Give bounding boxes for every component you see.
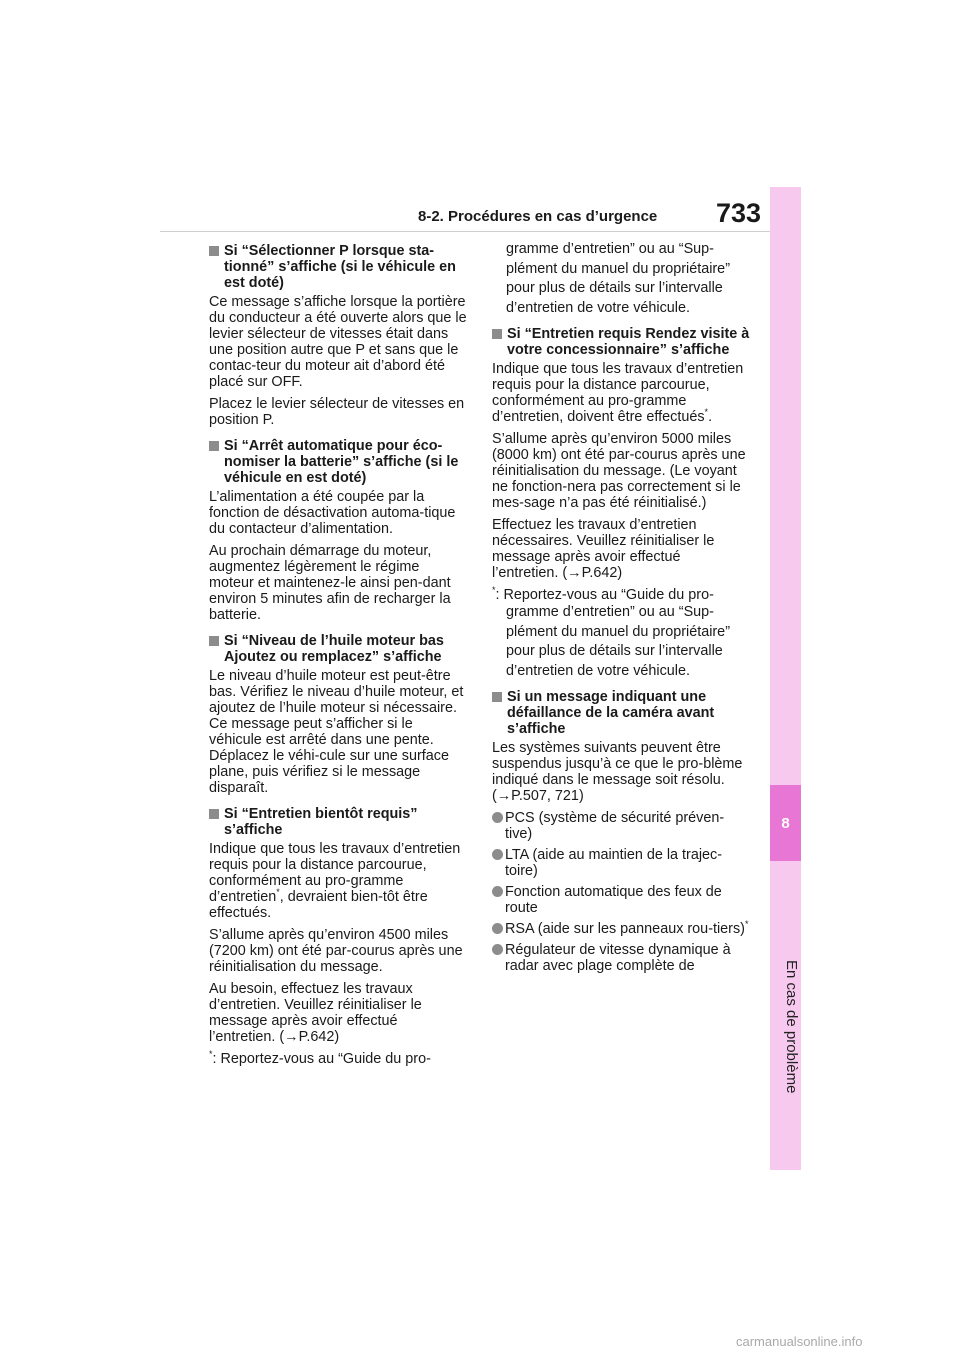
heading-select-p: Si “Sélectionner P lorsque sta-tionné” s’affiche (si le véhicule en est doté) [209, 243, 467, 291]
paragraph: Indique que tous les travaux d’entretien requis pour la distance parcourue, conformément au pro-gramme d’entretien*, devraient bien-tôt être effectués. [209, 841, 461, 921]
header-divider [160, 231, 780, 232]
square-bullet-icon [209, 246, 219, 256]
page-number: 733 [716, 198, 762, 228]
heading-maintenance-required: Si “Entretien requis Rendez visite à votre concessionnaire” s’affiche [492, 326, 750, 358]
section-title: 8-2. Procédures en cas d’urgence [418, 208, 658, 225]
paragraph: Au besoin, effectuez les travaux d’entretien. Veuillez réinitialiser le message après avoir effectué l’entretien. (→P.642) [209, 981, 422, 1045]
list-item: PCS (système de sécurité préven-tive) [492, 810, 750, 842]
paragraph: Ce message s’affiche lorsque la portière du conducteur a été ouverte alors que le levier sélecteur de vitesses était dans une position autre que P et sans que le contac-teur du moteur ait d’abord été placé sur OFF. [209, 294, 467, 390]
list-item: RSA (aide sur les panneaux rou-tiers)* [492, 921, 750, 937]
right-column [492, 243, 750, 979]
list-item: Fonction automatique des feux de route [492, 884, 750, 916]
round-bullet-icon [492, 849, 503, 860]
paragraph: L’alimentation a été coupée par la fonction de désactivation automa-tique du contacteur d’alimentation. [209, 489, 456, 537]
round-bullet-icon [492, 944, 503, 955]
list-item: Régulateur de vitesse dynamique à radar avec plage complète de [492, 942, 750, 974]
paragraph: Placez le levier sélecteur de vitesses en position P. [209, 396, 465, 428]
square-bullet-icon [492, 692, 502, 702]
round-bullet-icon [492, 812, 503, 823]
heading-battery-saver: Si “Arrêt automatique pour éco-nomiser la batterie” s’affiche (si le véhicule en est doté) [209, 438, 467, 486]
round-bullet-icon [492, 923, 503, 934]
paragraph: Effectuez les travaux d’entretien nécessaires. Veuillez réinitialiser le message après avoir effectué l’entretien. (→P.642) [492, 517, 715, 581]
square-bullet-icon [209, 441, 219, 451]
round-bullet-icon [492, 886, 503, 897]
chapter-number: 8 [770, 785, 801, 861]
chapter-label: En cas de problème [783, 960, 800, 1094]
footnote: *: Reportez-vous au “Guide du pro- [492, 585, 714, 603]
paragraph: Indique que tous les travaux d’entretien requis pour la distance parcourue, conformément au pro-gramme d’entretien, doivent être effectués*. [492, 361, 744, 425]
watermark: carmanualsonline.info [736, 1334, 863, 1349]
heading-front-camera: Si un message indiquant une défaillance de la caméra avant s’affiche [492, 689, 750, 737]
paragraph: Les systèmes suivants peuvent être suspendus jusqu’à ce que le pro-blème indiqué dans le message soit résolu. (→P.507, 721) [492, 740, 743, 804]
list-item: LTA (aide au maintien de la trajec-toire) [492, 847, 750, 879]
paragraph: S’allume après qu’environ 4500 miles (7200 km) ont été par-courus après une réinitialisation du message. [209, 927, 463, 975]
footnote-continuation: gramme d’entretien” ou au “Sup-plément du manuel du propriétaire” pour plus de détails sur l’intervalle d’entretien de votre véhicule. [506, 241, 730, 316]
heading-maintenance-soon: Si “Entretien bientôt requis” s’affiche [209, 806, 467, 838]
paragraph: Le niveau d’huile moteur est peut-être bas. Vérifiez le niveau d’huile moteur, et ajoutez de l’huile moteur si nécessaire. Ce message peut s’afficher si le véhicule est arrêté dans une pente. Déplacez le véhi-cule sur une surface plane, puis vérifiez si le message disparaît. [209, 668, 464, 796]
square-bullet-icon [209, 809, 219, 819]
left-column [209, 243, 467, 1073]
footnote: *: Reportez-vous au “Guide du pro- [209, 1049, 431, 1067]
square-bullet-icon [492, 329, 502, 339]
heading-oil-level: Si “Niveau de l’huile moteur bas Ajoutez ou remplacez” s’affiche [209, 633, 467, 665]
paragraph: S’allume après qu’environ 5000 miles (8000 km) ont été par-courus après une réinitialisation du message. (Le voyant ne fonction-nera pas correctement si le mes-sage n’a pas été réinitialisé.) [492, 431, 746, 511]
square-bullet-icon [209, 636, 219, 646]
paragraph: Au prochain démarrage du moteur, augmentez légèrement le régime moteur et maintenez-le ainsi pen-dant environ 5 minutes afin de recharger la batterie. [209, 543, 451, 623]
footnote-continuation: gramme d’entretien” ou au “Sup-plément du manuel du propriétaire” pour plus de détails sur l’intervalle d’entretien de votre véhicule. [506, 604, 730, 679]
